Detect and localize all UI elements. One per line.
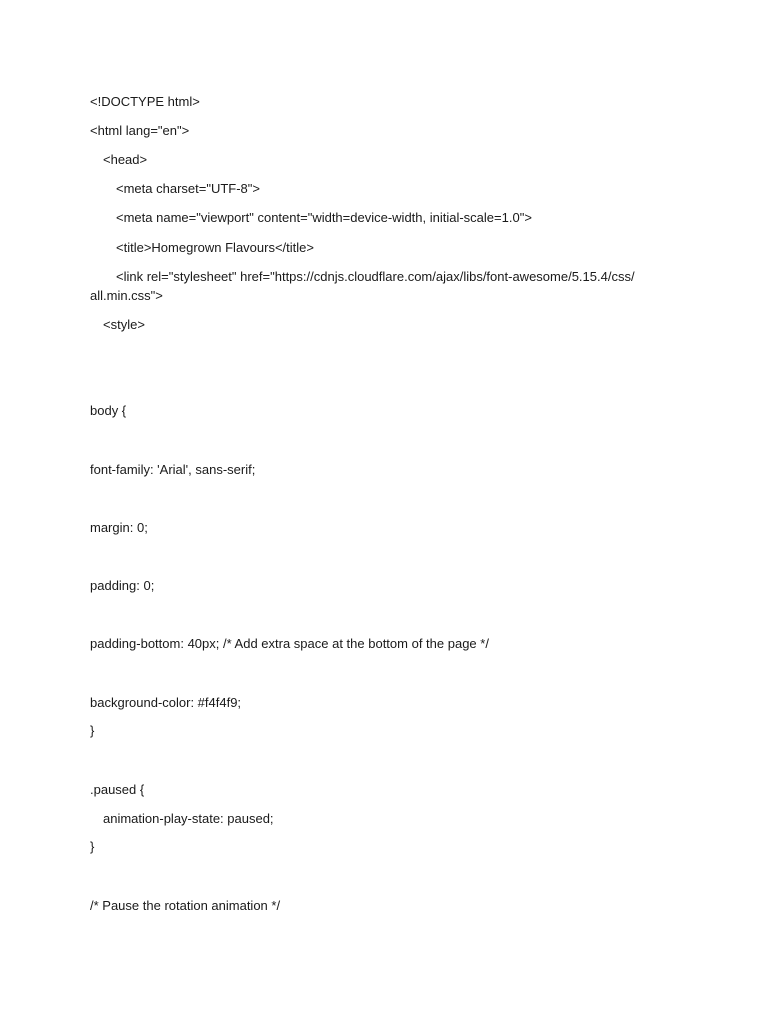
code-line-link-stylesheet: <link rel="stylesheet" href="https://cdnjs.cloudflare.com/ajax/libs/font-awesome/5.15.4/css/ <box>116 269 635 284</box>
code-line-padding: padding: 0; <box>90 578 155 593</box>
code-line-meta-charset: <meta charset="UTF-8"> <box>116 181 260 196</box>
code-line-body-selector: body { <box>90 403 127 418</box>
code-line-animation-play-state: animation-play-state: paused; <box>103 811 274 826</box>
code-line-comment-pause: /* Pause the rotation animation */ <box>90 898 281 913</box>
code-line-doctype: <!DOCTYPE html> <box>90 94 200 109</box>
code-line-font-family: font-family: 'Arial', sans-serif; <box>90 462 256 477</box>
code-line-margin: margin: 0; <box>90 520 148 535</box>
code-line-paused-selector: .paused { <box>90 782 145 797</box>
code-line-body-close: } <box>90 723 95 738</box>
code-line-style-open: <style> <box>103 317 145 332</box>
code-line-padding-bottom: padding-bottom: 40px; /* Add extra space at the bottom of the page */ <box>90 636 489 651</box>
code-line-meta-viewport: <meta name="viewport" content="width=device-width, initial-scale=1.0"> <box>116 210 532 225</box>
code-line-title: <title>Homegrown Flavours</title> <box>116 240 314 255</box>
code-line-head-open: <head> <box>103 152 148 167</box>
code-line-link-stylesheet-wrap: all.min.css"> <box>90 288 163 303</box>
code-line-paused-close: } <box>90 839 95 854</box>
code-line-html-open: <html lang="en"> <box>90 123 190 138</box>
code-line-background-color: background-color: #f4f4f9; <box>90 695 242 710</box>
